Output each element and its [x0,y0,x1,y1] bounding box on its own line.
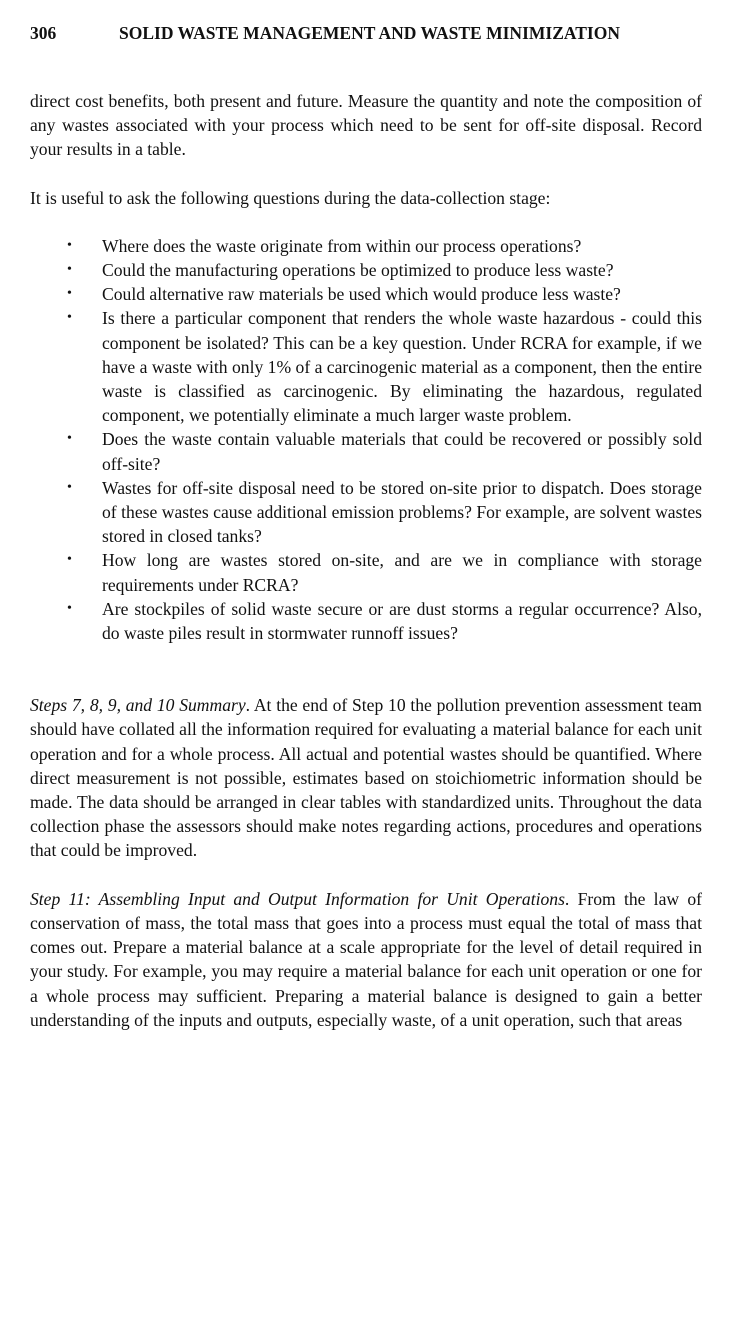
list-item: • Is there a particular component that renders the whole waste hazardous - could this component be isolated? This can be a key question. Under RCRA for example, if we have a waste with only 1% of a carcinogenic material as a component, then the entire waste is classified as carcinogenic. By eliminating the hazardous, regulated component, we potentially eliminate a much larger waste problem. [67,308,702,426]
bullet-icon: • [67,262,72,278]
list-item: • Wastes for off-site disposal need to be stored on-site prior to dispatch. Does storage of these wastes cause additional emission problems? For example, are solvent wastes stored in closed tanks? [67,477,702,547]
list-item: • How long are wastes stored on-site, and are we in compliance with storage requirements under RCRA? [67,550,702,595]
step-11-heading: Step 11: Assembling Input and Output Information for Unit Operations [30,888,565,909]
running-header [30,22,710,44]
paragraph-step-11 [30,887,702,1032]
bullet-icon: • [67,431,72,447]
page-number: 306 [30,23,57,43]
list-item: • Does the waste contain valuable materials that could be recovered or possibly sold off-site? [67,429,702,474]
list-item: • Are stockpiles of solid waste secure or are dust storms a regular occurrence? Also, do waste piles result in stormwater runnoff issues? [67,598,702,644]
bullet-icon: • [67,600,72,616]
list-item: • Where does the waste originate from within our process operations? [30,234,702,258]
paragraph-questions-lead: It is useful to ask the following questions during the data-collection stage: [30,187,551,208]
bullet-icon: • [67,479,72,495]
steps-summary-heading: Steps 7, 8, 9, and 10 Summary [30,695,246,716]
running-title: SOLID WASTE MANAGEMENT AND WASTE MINIMIZATION [119,23,620,43]
step-11-text: . From the law of conservation of mass, the total mass that goes into a process must equal the total of mass that comes out. Prepare a material balance at a scale appropriate for the level of detail required in your study. For example, you may require a material balance for each unit operation or one for a whole process may sufficient. Preparing a material balance is designed to gain a better understanding of the inputs and outputs, especially waste, of a unit operation, such that areas [30,888,702,1030]
question-list [30,234,702,645]
list-item: • Could the manufacturing operations be optimized to produce less waste? [30,258,702,282]
bullet-icon: • [67,286,72,302]
page-body [30,89,702,1032]
bullet-icon: • [67,237,72,253]
paragraph-intro: direct cost benefits, both present and future. Measure the quantity and note the composition of any wastes associated with your process which need to be sent for off-site disposal. Record your results in a table. [30,91,702,160]
bullet-icon: • [67,310,72,326]
steps-summary-text: . At the end of Step 10 the pollution prevention assessment team should have collated all the information required for evaluating a material balance for each unit operation and for a whole process. All actual and potential wastes should be quantified. Where direct measurement is not possible, estimates based on stoichiometric information should be made. The data should be arranged in clear tables with standardized units. Throughout the data collection phase the assessors should make notes regarding actions, procedures and operations that could be improved. [30,695,702,861]
list-item: • Could alternative raw materials be used which would produce less waste? [30,282,702,306]
paragraph-steps-summary [30,693,702,862]
bullet-icon: • [67,552,72,568]
